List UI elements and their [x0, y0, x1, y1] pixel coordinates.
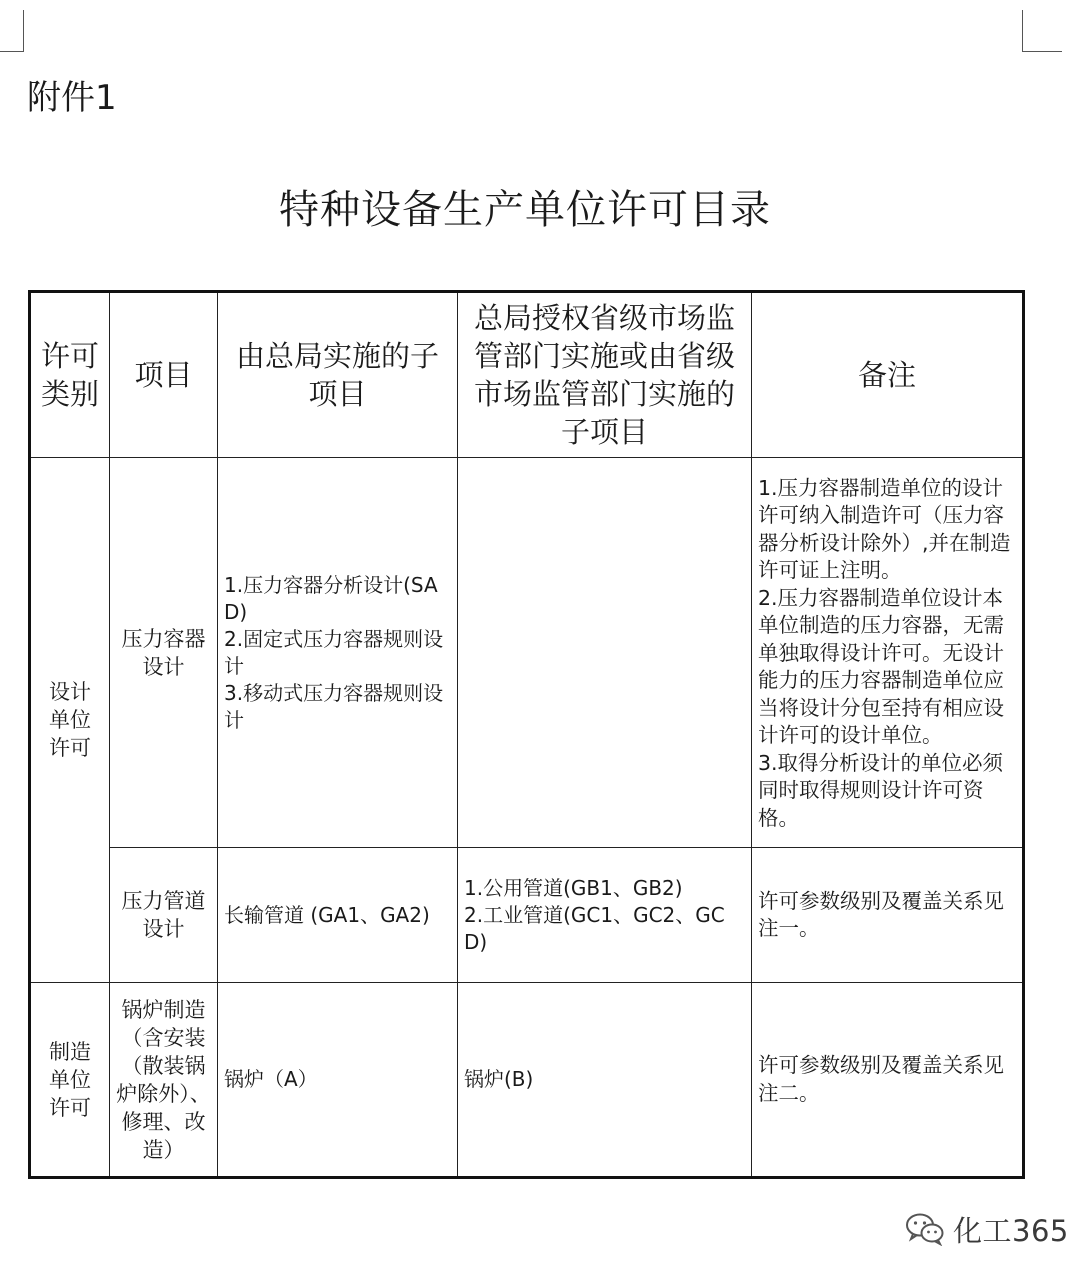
national-subitem: 2.固定式压力容器规则设计	[224, 626, 444, 678]
table-header-row	[30, 292, 1024, 458]
item-cell: 压力管道设计	[110, 848, 218, 983]
item-cell: 压力容器设计	[110, 458, 218, 848]
crop-mark-top-right	[1022, 10, 1062, 52]
crop-mark-top-left	[0, 10, 24, 52]
wechat-icon	[905, 1212, 945, 1246]
remarks-cell	[752, 848, 1024, 983]
header-provincial: 总局授权省级市场监管部门实施或由省级市场监管部门实施的子项目	[458, 292, 752, 458]
national-subitems-cell	[218, 848, 458, 983]
page-title: 特种设备生产单位许可目录	[279, 187, 771, 233]
national-subitems-cell	[218, 983, 458, 1178]
category-cell: 制造单位许可	[30, 983, 110, 1178]
national-subitem: 锅炉（A）	[224, 1067, 318, 1091]
provincial-subitem: 锅炉(B)	[464, 1067, 534, 1091]
remark-line: 许可参数级别及覆盖关系见注二。	[758, 1053, 1004, 1105]
item-cell: 锅炉制造（含安装（散装锅炉除外）、修理、改造）	[110, 983, 218, 1178]
watermark-text: 化工365	[953, 1213, 1069, 1248]
watermark	[905, 1207, 1069, 1251]
national-subitems-cell	[218, 458, 458, 848]
header-category: 许可类别	[30, 292, 110, 458]
national-subitem: 长输管道 (GA1、GA2)	[224, 902, 430, 927]
provincial-subitem: 1.公用管道(GB1、GB2)	[464, 875, 683, 900]
provincial-subitems-cell	[458, 458, 752, 848]
provincial-subitems-cell	[458, 848, 752, 983]
remark-line: 许可参数级别及覆盖关系见注一。	[758, 888, 1004, 940]
table-row	[30, 848, 1024, 983]
remarks-cell	[752, 458, 1024, 848]
remark-line: 2.压力容器制造单位设计本单位制造的压力容器，无需单独取得设计许可。无设计能力的压力容器制造单位应当将设计分包至持有相应设计许可的设计单位。	[758, 585, 1004, 748]
national-subitem: 3.移动式压力容器规则设计	[224, 680, 444, 732]
remark-line: 1.压力容器制造单位的设计许可纳入制造许可（压力容器分析设计除外）,并在制造许可证上注明。	[758, 475, 1011, 583]
table-row	[30, 983, 1024, 1178]
provincial-subitem: 2.工业管道(GC1、GC2、GCD)	[464, 902, 725, 954]
table-row	[30, 458, 1024, 848]
license-catalog-table	[28, 290, 1025, 1179]
attachment-label: 附件1	[27, 78, 117, 118]
header-item: 项目	[110, 292, 218, 458]
remark-line: 3.取得分析设计的单位必须同时取得规则设计许可资格。	[758, 750, 1004, 830]
category-cell: 设计单位许可	[30, 458, 110, 983]
header-remarks: 备注	[752, 292, 1024, 458]
national-subitem: 1.压力容器分析设计(SAD)	[224, 572, 438, 624]
provincial-subitems-cell	[458, 983, 752, 1178]
remarks-cell	[752, 983, 1024, 1178]
header-national: 由总局实施的子项目	[218, 292, 458, 458]
